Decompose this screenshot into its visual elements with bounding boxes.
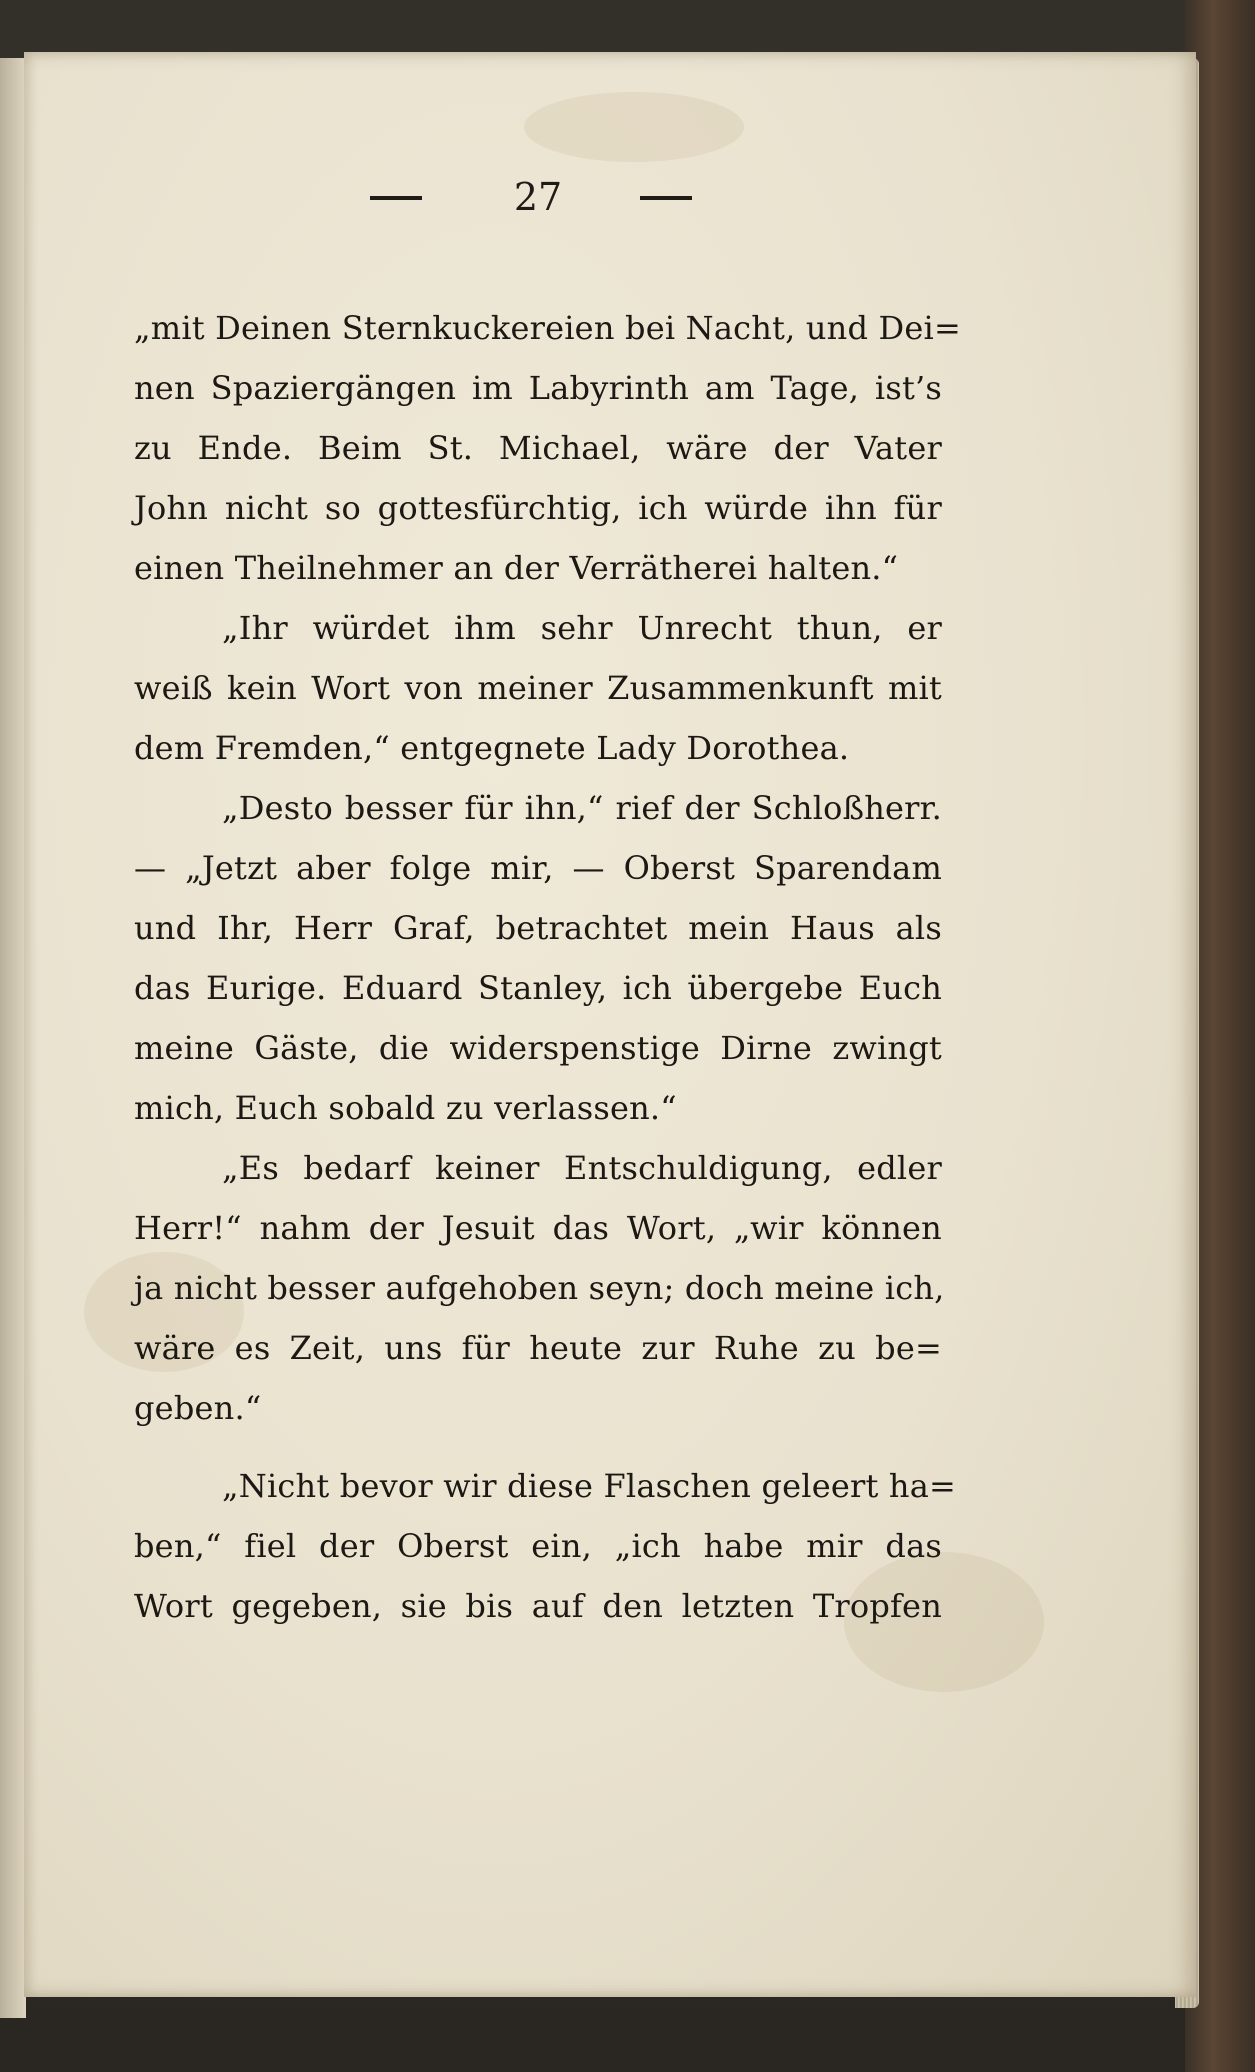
header-dash-right [640,196,692,200]
text-line: „Desto besser für ihn,“ rief der Schloßherr. [222,789,942,827]
text-line: ben,“ fiel der Oberst ein, „ich habe mir das [134,1527,942,1565]
text-line: — „Jetzt aber folge mir, — Oberst Sparendam [134,849,942,887]
body-text [134,298,961,1636]
header-dash-left [370,196,422,200]
text-line: meine Gäste, die widerspenstige Dirne zwingt [134,1029,942,1067]
page-header [370,170,710,230]
text-line: weiß kein Wort von meiner Zusammenkunft mit [134,669,942,707]
text-line: ja nicht besser aufgehoben seyn; doch meine ich, [134,1269,945,1307]
paragraph-gap [134,1438,942,1456]
text-line: nen Spaziergängen im Labyrinth am Tage, ist’s [134,369,942,407]
text-line: Herr!“ nahm der Jesuit das Wort, „wir können [134,1209,942,1247]
text-line: Wort gegeben, sie bis auf den letzten Tropfen [134,1587,942,1625]
text-line: geben.“ [134,1389,262,1427]
text-line: mich, Euch sobald zu verlassen.“ [134,1089,677,1127]
text-line: „Es bedarf keiner Entschuldigung, edler [222,1149,942,1187]
text-line: wäre es Zeit, uns für heute zur Ruhe zu be= [134,1329,942,1367]
text-line: das Eurige. Eduard Stanley, ich übergebe Euch [134,969,942,1007]
paper-stain [524,92,744,162]
text-line: einen Theilnehmer an der Verrätherei halten.“ [134,549,899,587]
text-line: „mit Deinen Sternkuckereien bei Nacht, und Dei= [134,309,961,347]
page-number: 27 [513,175,563,219]
previous-page-edge [0,58,26,2018]
text-line: und Ihr, Herr Graf, betrachtet mein Haus als [134,909,942,947]
text-line: dem Fremden,“ entgegnete Lady Dorothea. [134,729,850,767]
text-line: zu Ende. Beim St. Michael, wäre der Vater [134,429,942,467]
text-line: „Ihr würdet ihm sehr Unrecht thun, er [222,609,942,647]
text-line: „Nicht bevor wir diese Flaschen geleert ha= [222,1467,957,1505]
text-line: John nicht so gottesfürchtig, ich würde ihn für [134,489,942,527]
